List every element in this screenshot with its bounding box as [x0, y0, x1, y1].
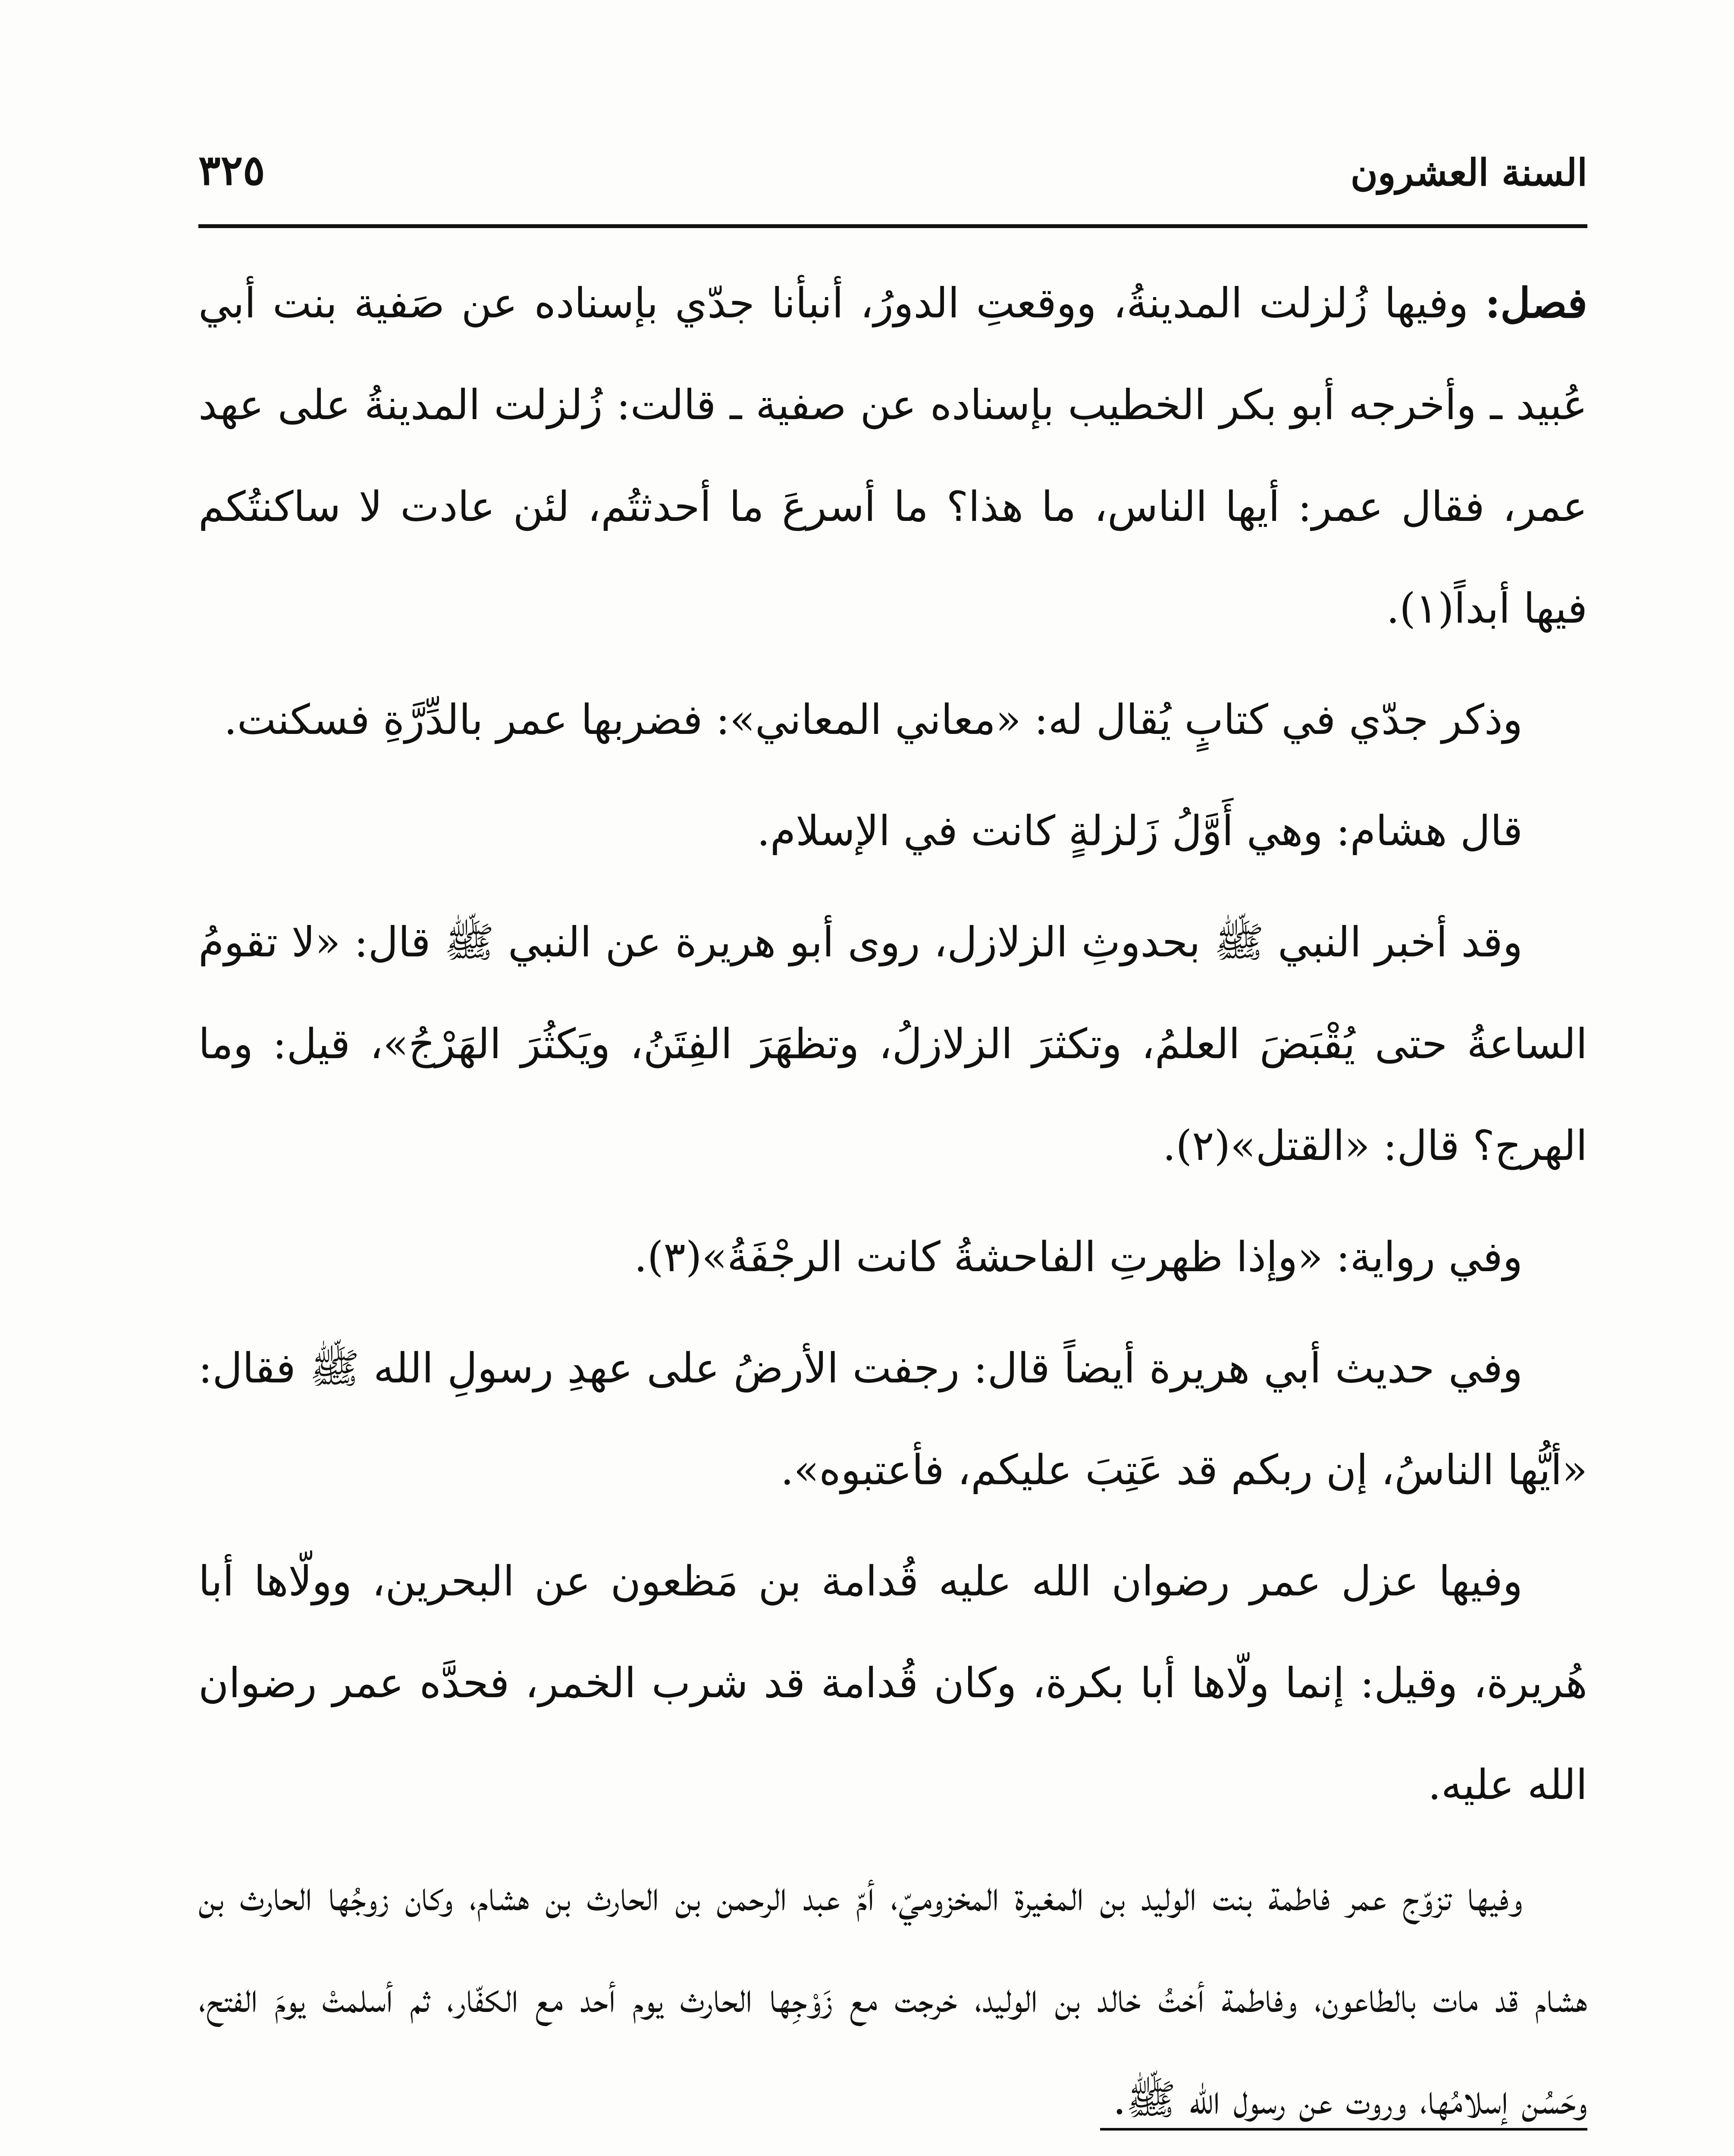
paragraph: قال هشام: وهي أَوَّلُ زَلزلةٍ كانت في الإسلام.: [757, 807, 1523, 855]
main-text: [198, 252, 1587, 2156]
paragraph: [198, 252, 1587, 659]
section-lead: فصل:: [1485, 279, 1587, 327]
paragraph: وفي رواية: «وإذا ظهرتِ الفاحشةُ كانت الرجْفَةُ»(٣).: [634, 1233, 1523, 1281]
footnotes: [198, 2152, 1587, 2156]
page-header: [198, 142, 1587, 216]
header-rule: [198, 224, 1587, 228]
footnote-separator: [1100, 2128, 1587, 2131]
paragraph-text: وفيها زُلزلت المدينةُ، ووقعتِ الدورُ، أنبأنا جدّي بإسناده عن صَفية بنت أبي عُبيد ـ وأخرجه أبو بكر الخطيب بإسناده عن صفية ـ قالت: زُلزلت المدينةُ على عهد عمر، فقال عمر: أيها الناس، ما هذا؟ ما أسرعَ ما أحدثتُم، لئن عادت لا ساكنتُكم فيها أبداً(١).: [198, 279, 1587, 633]
page-number: ٣٢٥: [198, 146, 265, 194]
paragraph: وذكر جدّي في كتابٍ يُقال له: «معاني المعاني»: فضربها عمر بالدِّرَّةِ فسكنت.: [224, 696, 1523, 744]
running-title: السنة العشرون: [1350, 151, 1587, 194]
footnote: [198, 2152, 1587, 2156]
paragraph: وفيها عزل عمر رضوان الله عليه قُدامة بن مَظعون عن البحرين، وولّاها أبا هُريرة، وقيل: إنما ولّاها أبا بكرة، وكان قُدامة قد شرب الخمر، فحدَّه عمر رضوان الله عليه.: [198, 1557, 1587, 1809]
paragraph: وفي حديث أبي هريرة أيضاً قال: رجفت الأرضُ على عهدِ رسولِ الله ﷺ فقال: «أيُّها الناسُ، إن ربكم قد عَتِبَ عليكم، فأعتبوه».: [198, 1344, 1587, 1494]
paragraph: وقد أخبر النبي ﷺ بحدوثِ الزلازل، روى أبو هريرة عن النبي ﷺ قال: «لا تقومُ الساعةُ حتى يُقْبَضَ العلمُ، وتكثرَ الزلازلُ، وتظهَرَ الفِتَنُ، ويَكثُرَ الهَرْجُ»، قيل: وما الهرج؟ قال: «القتل»(٢).: [198, 918, 1587, 1170]
paragraph: وفيها تزوّج عمر فاطمة بنت الوليد بن المغيرة المخزوميّ، أمّ عبد الرحمن بن الحارث بن هشام، وكان زوجُها الحارث بن هشام قد مات بالطاعون، وفاطمة أختُ خالد بن الوليد، خرجت مع زَوْجِها الحارث يوم أحد مع الكفّار، ثم أسلمتْ يومَ الفتح، وحَسُن إسلامُها، وروت عن رسول الله ﷺ.: [198, 1872, 1587, 2124]
